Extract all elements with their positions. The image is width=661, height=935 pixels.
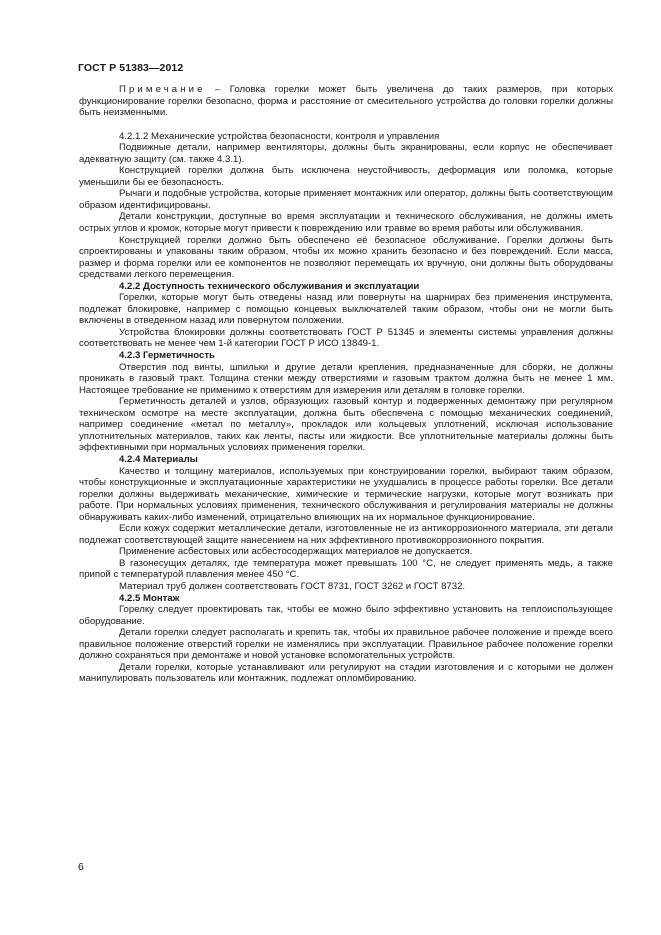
body-paragraph: Подвижные детали, например вентиляторы, должны быть экранированы, если корпус не обеспечивает адекватную защиту (см. также 4.3.1). [79, 142, 613, 165]
body-paragraph: Отверстия под винты, шпильки и другие детали крепления, предназначенные для сборки, не должны проникать в газовый тракт. Толщина стенки между отверстиями и газовым трактом должна быть не менее 1 мм. Настоящее требование не применимо к отверстиям для измерения или деталям в головке горелки. [79, 361, 613, 396]
body-paragraph: Горелки, которые могут быть отведены назад или повернуты на шарнирах без применения инструмента, подлежат блокировке, например с помощью концевых выключателей таким образом, чтобы они не могли быть включены в отведенном назад или повернутом положении. [79, 292, 613, 327]
body-paragraph: Конструкцией горелки должна быть исключена неустойчивость, деформация или поломка, которые уменьшили бы ее безопасность. [79, 165, 613, 188]
page-number: 6 [78, 861, 84, 873]
document-header: ГОСТ Р 51383—2012 [78, 62, 184, 74]
body-paragraph: Детали горелки следует располагать и крепить так, чтобы их правильное рабочее положение и прежде всего правильное положение отверстий горелки не изменялись при эксплуатации. Правильное рабочее положение горелки должно сохраняться при демонтаже и новой установке вспомогательных устройств. [79, 627, 613, 662]
body-paragraph: Конструкцией горелки должно быть обеспечено её безопасное обслуживание. Горелки должны быть спроектированы и упакованы таким образом, чтобы их можно хранить безопасно и без повреждений. Если масса, размер и форма горелки или ее компонентов не позволяют перемещать их вручную, они должны быть оборудованы средствами легкого перемещения. [79, 234, 613, 281]
body-paragraph: Герметичность деталей и узлов, образующих газовый контур и подверженных демонтажу при регулярном техническом осмотре на месте эксплуатации, должна быть обеспечена с помощью механических соединений, например соединение «метал по металлу», прокладок или кольцевых уплотнений, исключая использование уплотнительных материалов, таких как ленты, пасты или жидкости. Все уплотнительные материалы должны быть эффективными при нормальных условиях применения горелки. [79, 396, 613, 454]
document-body [79, 84, 613, 685]
section-heading: 4.2.4 Материалы [119, 453, 198, 465]
note-label: Примечание [119, 84, 206, 95]
body-paragraph: Материал труб должен соответствовать ГОСТ 8731, ГОСТ 3262 и ГОСТ 8732. [119, 580, 466, 592]
section-heading: 4.2.5 Монтаж [119, 592, 180, 604]
body-paragraph: Устройства блокировки должны соответствовать ГОСТ Р 51345 и элементы системы управления должны соответствовать не менее чем 1-й категории ГОСТ Р ИСО 13849-1. [79, 326, 613, 350]
body-paragraph: В газонесущих деталях, где температура может превышать 100 °С, не следует применять медь, а также припой с температурой плавления менее 450 °С. [79, 557, 613, 581]
body-paragraph: Качество и толщину материалов, используемых при конструировании горелки, выбирают таким образом, чтобы конструкционные и эксплуатационные характеристики не ухудшались в процессе работы горелки. Все детали горелки должны выдерживать механические, химические и термические нагрузки, которые могут возникать при работе. При нормальных условиях применения, технического обслуживания и регулирования материалы не должны обнаруживать каких-либо изменений, отрицательно влияющих на их нормальное функционирование. [79, 465, 613, 523]
note-text: – Головка горелки может быть увеличена до таких размеров, при которых функционирование горелки безопасно, форма и расстояние от смесительного устройства до головки горелки должны быть неизменными. [79, 84, 613, 119]
body-paragraph: Если кожух содержит металлические детали, изготовленные не из антикоррозионного материала, эти детали подлежат соответствующей защите нанесением на них эффективного противокоррозионного покрытия. [79, 523, 613, 546]
body-paragraph: 4.2.1.2 Механические устройства безопасности, контроля и управления [119, 130, 440, 142]
note-paragraph [79, 84, 613, 119]
section-heading: 4.2.2 Доступность технического обслуживания и эксплуатации [119, 280, 420, 292]
body-paragraph: Применение асбестовых или асбестосодержащих материалов не допускается. [119, 546, 473, 558]
body-paragraph: Детали горелки, которые устанавливают или регулируют на стадии изготовления и с которыми не должен манипулировать пользователь или монтажник, подлежат опломбированию. [79, 661, 613, 685]
body-paragraph: Горелку следует проектировать так, чтобы ее можно было эффективно установить на теплоиспользующее оборудование. [79, 604, 613, 627]
section-heading: 4.2.3 Герметичность [119, 350, 215, 362]
body-paragraph: Рычаги и подобные устройства, которые применяет монтажник или оператор, должны быть соответствующим образом идентифицированы. [79, 188, 613, 211]
body-paragraph: Детали конструкции, доступные во время эксплуатации и технического обслуживания, не должны иметь острых углов и кромок, которые могут привести к повреждению или травме во время работы или обслуживания. [79, 211, 613, 235]
